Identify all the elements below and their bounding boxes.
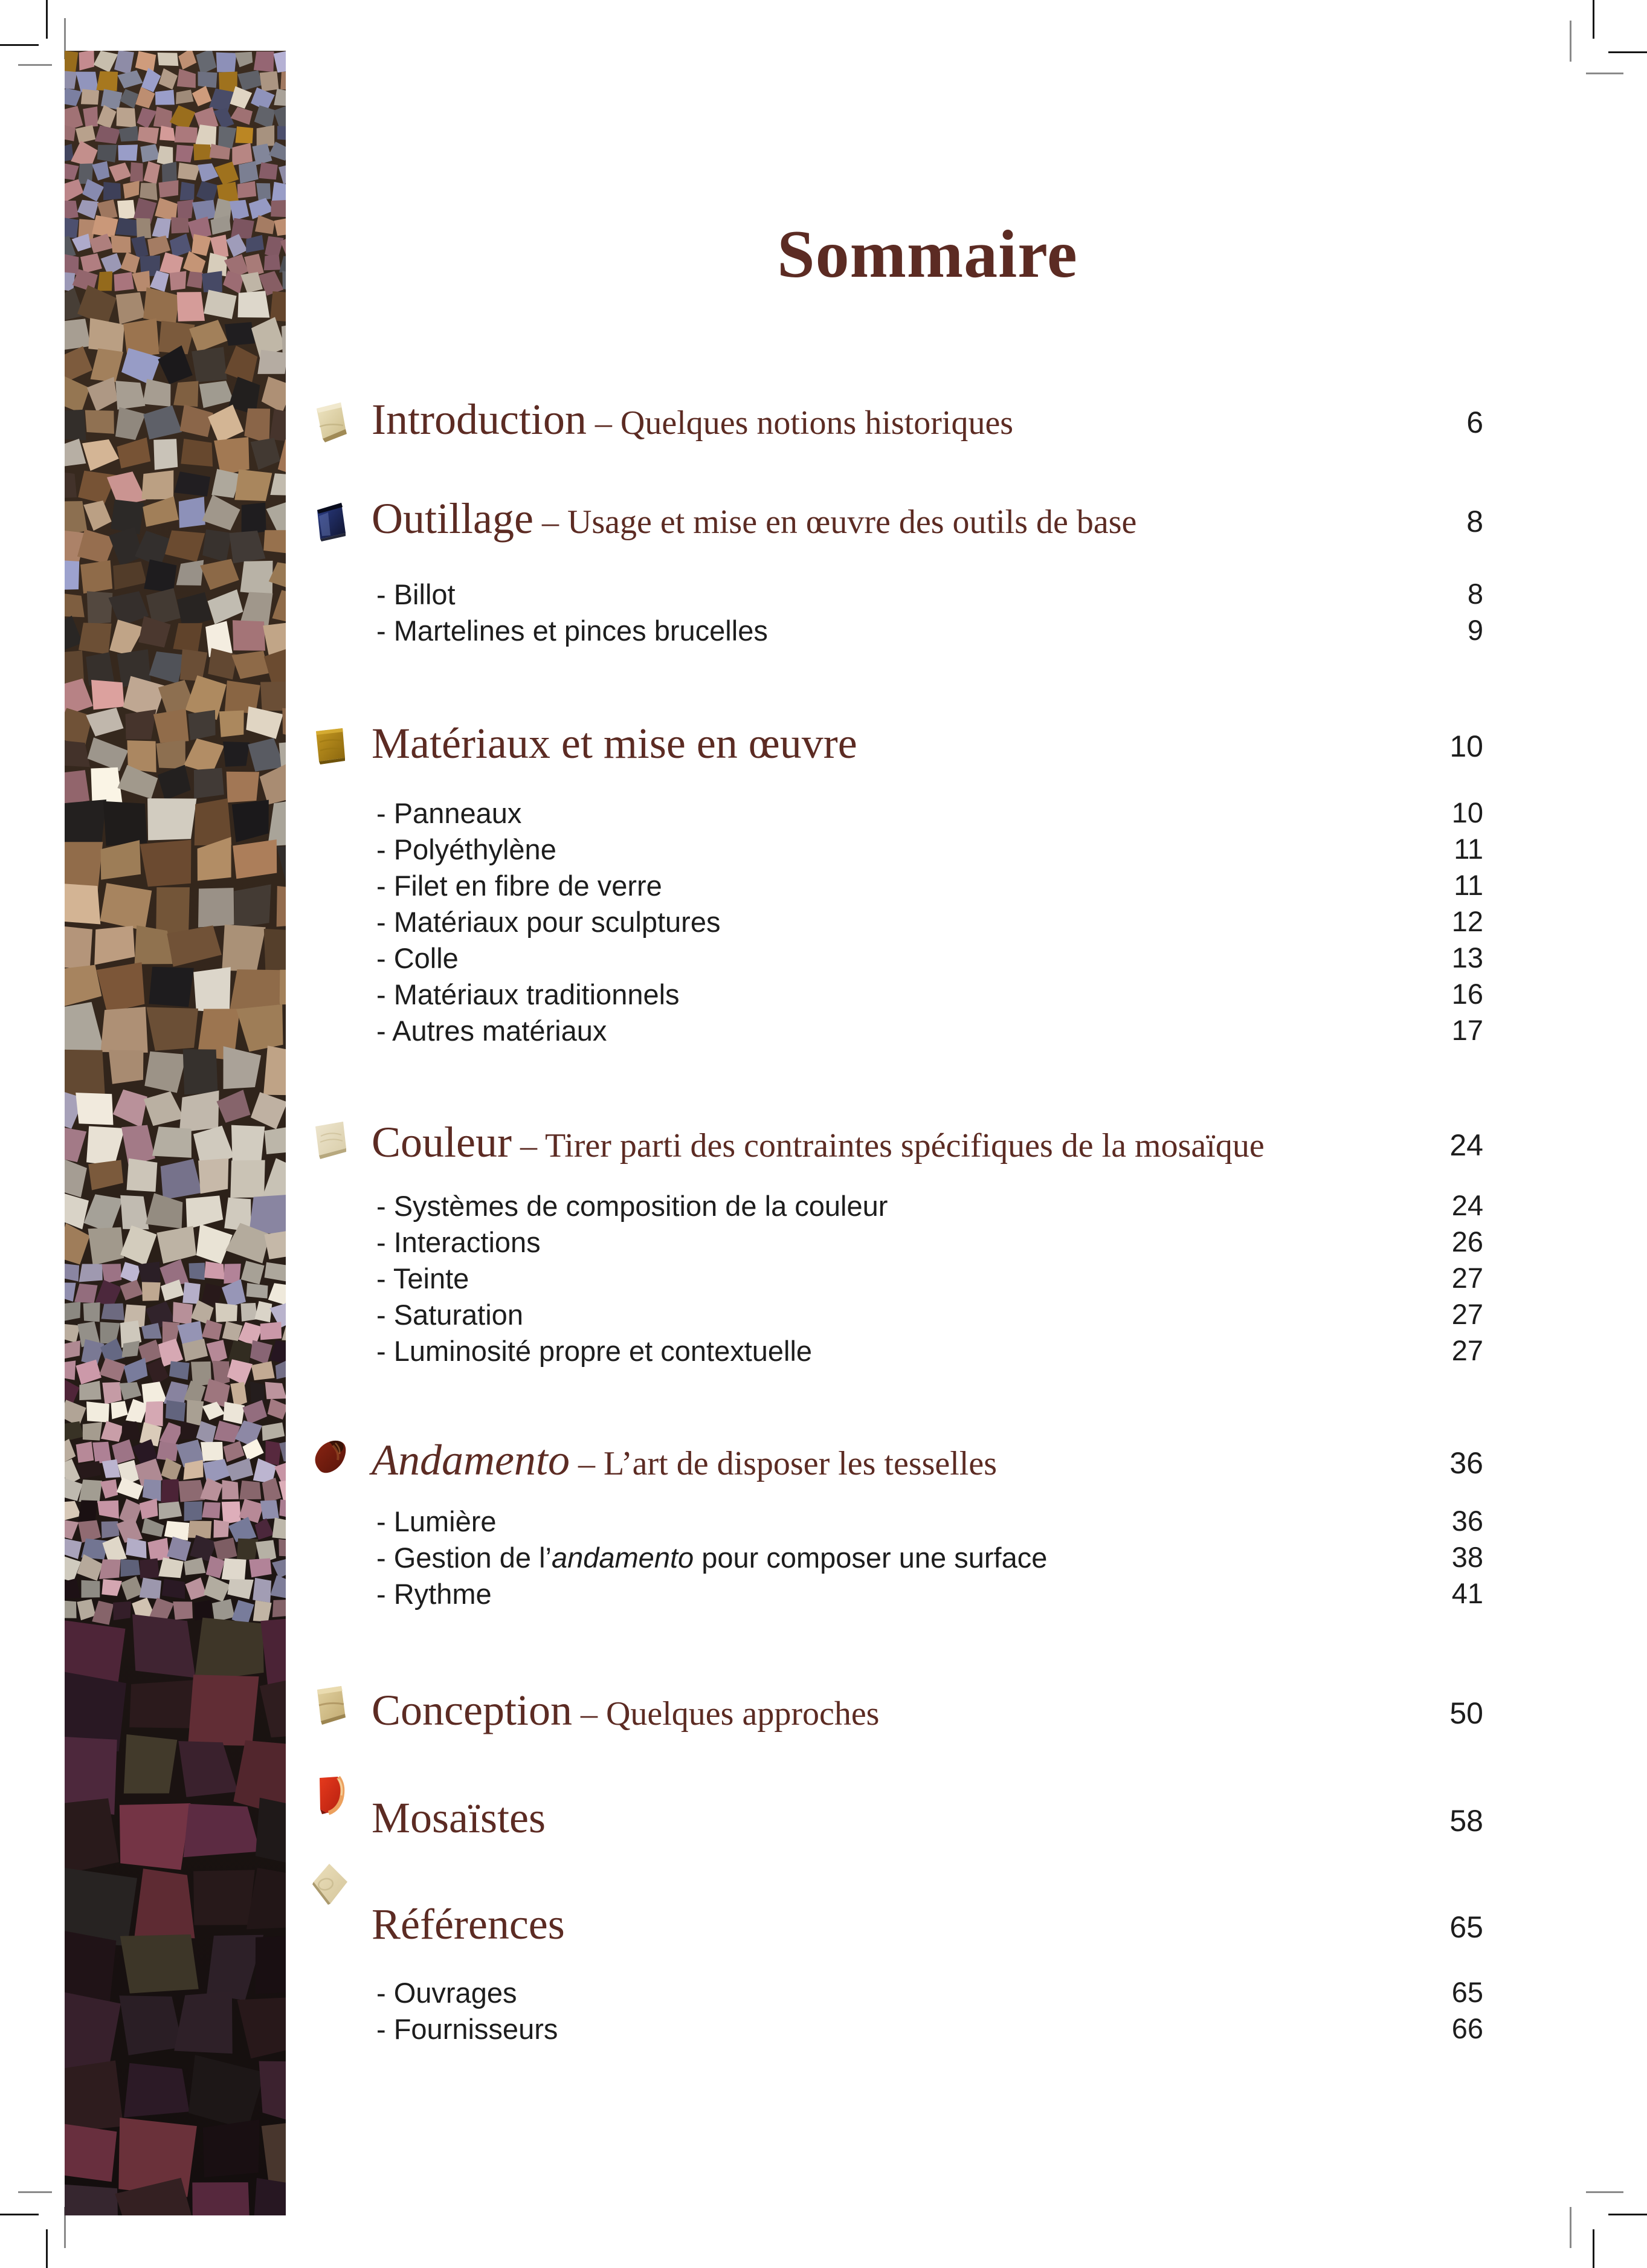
toc-subitem-list [311, 577, 1483, 649]
tile-gold-icon [311, 723, 350, 766]
toc-item-page-number: 27 [1451, 1334, 1483, 1366]
section-page-number: 8 [1466, 505, 1483, 538]
tile-cream-icon [311, 1116, 350, 1159]
toc-item [311, 1975, 1483, 2011]
toc-item-label: - Rythme [376, 1578, 492, 1610]
section-subtitle: – Quelques approches [580, 1695, 880, 1733]
section-title: Andamento [372, 1436, 570, 1484]
tile-red-wedge-icon [311, 1775, 350, 1819]
toc-heading-row [311, 1896, 1483, 1952]
toc-item-label: - Panneaux [376, 797, 522, 829]
toc-subitem-list [311, 1188, 1483, 1369]
section-title: Mosaïstes [372, 1794, 546, 1842]
toc-item-label: - Ouvrages [376, 1977, 517, 2009]
heading-text [372, 1114, 1265, 1182]
toc-item [311, 577, 1483, 613]
toc-heading-row [311, 1114, 1483, 1170]
crop-mark [1570, 2207, 1571, 2248]
section-title: Matériaux et mise en œuvre [372, 719, 857, 767]
toc-item-page-number: 9 [1467, 614, 1483, 646]
toc-item-page-number: 12 [1451, 905, 1483, 937]
toc-item [311, 1333, 1483, 1369]
toc-item-page-number: 24 [1451, 1189, 1483, 1221]
table-of-contents [311, 392, 1483, 2047]
heading-text [372, 716, 857, 783]
section-page-number: 50 [1449, 1696, 1483, 1730]
toc-item-page-number: 16 [1451, 978, 1483, 1010]
toc-section-references [311, 1896, 1483, 2047]
toc-item [311, 904, 1483, 940]
toc-item-label: - Matériaux pour sculptures [376, 906, 721, 938]
crop-mark [1570, 21, 1571, 62]
crop-mark [1586, 73, 1623, 74]
section-page-number: 24 [1449, 1128, 1483, 1162]
toc-item [311, 1297, 1483, 1333]
tile-tan-cube-icon [311, 1681, 350, 1725]
toc-item-label: - Saturation [376, 1299, 523, 1331]
toc-item-page-number: 8 [1467, 578, 1483, 610]
toc-item [311, 1504, 1483, 1540]
toc-section-conception [311, 1682, 1483, 1738]
toc-item-page-number: 65 [1451, 1976, 1483, 2008]
toc-item-label: - Lumière [376, 1505, 497, 1537]
section-title: Conception [372, 1686, 572, 1734]
toc-item [311, 1261, 1483, 1297]
tile-red-petal-icon [311, 1436, 350, 1479]
toc-item [311, 977, 1483, 1013]
toc-item-page-number: 11 [1454, 869, 1483, 901]
crop-mark [0, 44, 39, 46]
toc-item-page-number: 10 [1451, 796, 1483, 829]
toc-subitem-list [311, 795, 1483, 1049]
heading-text [372, 1896, 565, 1964]
toc-heading-row [311, 716, 1483, 771]
toc-heading-row [311, 392, 1483, 447]
toc-item [311, 1576, 1483, 1612]
toc-section-mosaistes [311, 1790, 1483, 1846]
section-title: Introduction [372, 395, 587, 444]
heading-text [372, 392, 1013, 459]
toc-subitem-list [311, 1504, 1483, 1612]
crop-mark [1586, 2191, 1623, 2193]
toc-item-page-number: 13 [1451, 942, 1483, 974]
section-subtitle: – Tirer parti des contraintes spécifiques de la mosaïque [520, 1127, 1265, 1165]
toc-subitem-list [311, 1975, 1483, 2047]
crop-mark [1593, 2229, 1594, 2268]
toc-item [311, 2011, 1483, 2047]
toc-item [311, 1224, 1483, 1261]
toc-item [311, 1188, 1483, 1224]
toc-heading-row [311, 1432, 1483, 1488]
crop-mark [1608, 51, 1647, 53]
crop-mark [0, 2214, 39, 2215]
toc-item-label: - Teinte [376, 1262, 469, 1294]
heading-text [372, 491, 1136, 558]
mosaic-artwork-photo [65, 51, 286, 2215]
toc-item-label: - Colle [376, 942, 459, 974]
section-subtitle: – Quelques notions historiques [595, 404, 1014, 442]
crop-mark [18, 64, 52, 66]
toc-item-page-number: 27 [1451, 1262, 1483, 1294]
crop-mark [46, 0, 48, 39]
toc-item [311, 868, 1483, 904]
toc-item-page-number: 27 [1451, 1298, 1483, 1330]
section-page-number: 58 [1449, 1804, 1483, 1838]
toc-item-label: - Autres matériaux [376, 1015, 607, 1047]
toc-section-outillage [311, 491, 1483, 649]
toc-item-label: - Polyéthylène [376, 833, 556, 865]
toc-item [311, 832, 1483, 868]
page-title: Sommaire [777, 217, 1078, 292]
toc-item-page-number: 41 [1451, 1577, 1483, 1609]
toc-item-label: - Systèmes de composition de la couleur [376, 1190, 888, 1222]
toc-heading-row [311, 1682, 1483, 1738]
crop-mark [18, 2191, 52, 2193]
toc-section-couleur [311, 1114, 1483, 1369]
toc-item-label: - Matériaux traditionnels [376, 978, 680, 1010]
tile-beige-cube-icon [311, 399, 350, 442]
crop-mark [46, 2229, 48, 2268]
toc-item-page-number: 36 [1451, 1505, 1483, 1537]
section-page-number: 6 [1466, 405, 1483, 439]
toc-section-materiaux [311, 716, 1483, 1049]
section-page-number: 65 [1449, 1910, 1483, 1944]
section-subtitle: – Usage et mise en œuvre des outils de base [541, 503, 1137, 541]
tile-blue-glass-icon [311, 498, 350, 541]
toc-item-page-number: 38 [1451, 1541, 1483, 1573]
toc-item-page-number: 11 [1454, 833, 1483, 865]
toc-item-page-number: 17 [1451, 1014, 1483, 1046]
toc-item-label: - Martelines et pinces brucelles [376, 615, 768, 647]
crop-mark [1608, 2214, 1647, 2215]
toc-item-label: - Filet en fibre de verre [376, 870, 662, 902]
section-title: Références [372, 1900, 565, 1948]
section-page-number: 10 [1449, 729, 1483, 763]
toc-item [311, 940, 1483, 977]
section-title: Couleur [372, 1118, 512, 1166]
toc-section-andamento [311, 1432, 1483, 1612]
toc-item-page-number: 66 [1451, 2012, 1483, 2044]
crop-mark [1593, 0, 1594, 39]
toc-item-label: - Fournisseurs [376, 2013, 558, 2045]
toc-heading-row [311, 1790, 1483, 1846]
heading-text [372, 1682, 879, 1750]
toc-item-label: - Gestion de l’andamento pour composer une surface [376, 1542, 1048, 1574]
toc-item [311, 1540, 1483, 1576]
section-subtitle: – L’art de disposer les tesselles [578, 1445, 998, 1482]
section-title: Outillage [372, 494, 533, 543]
toc-item [311, 795, 1483, 832]
heading-text [372, 1790, 546, 1858]
toc-section-introduction [311, 392, 1483, 447]
toc-item-label: - Luminosité propre et contextuelle [376, 1335, 813, 1367]
toc-item-label: - Billot [376, 578, 456, 610]
heading-text [372, 1432, 997, 1500]
toc-item [311, 1013, 1483, 1049]
toc-item [311, 613, 1483, 649]
toc-heading-row [311, 491, 1483, 546]
section-page-number: 36 [1449, 1446, 1483, 1480]
toc-item-page-number: 26 [1451, 1226, 1483, 1258]
toc-item-label: - Interactions [376, 1226, 541, 1258]
tile-sand-diamond-icon [311, 1863, 350, 1906]
